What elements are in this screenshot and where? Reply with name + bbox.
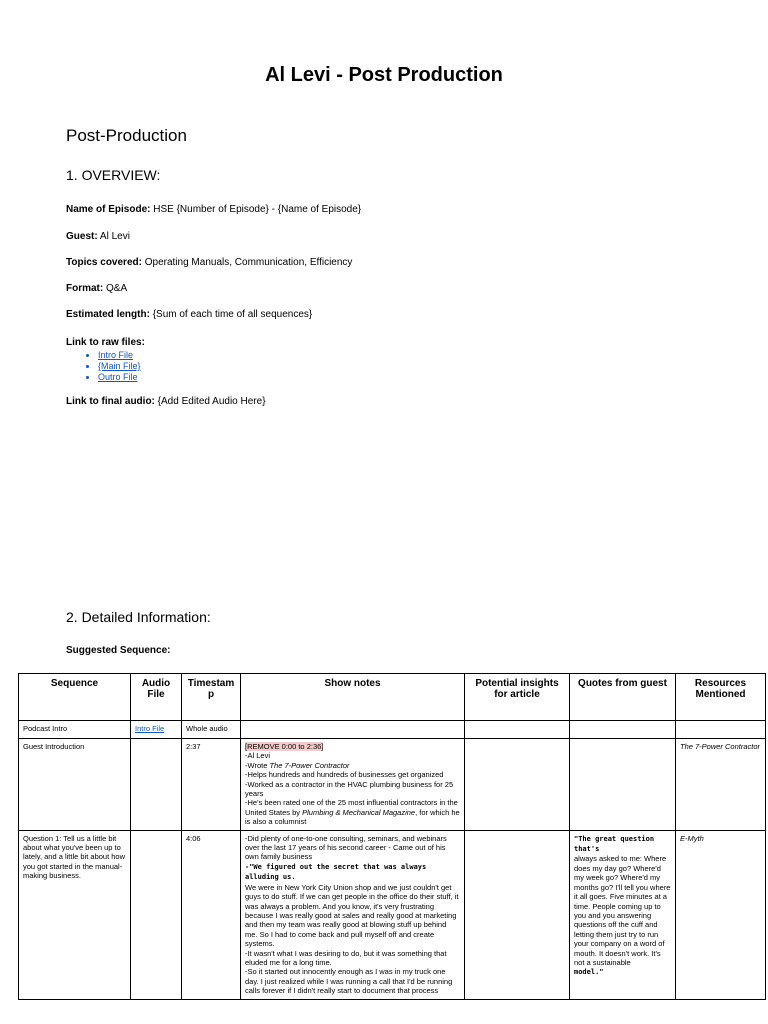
list-item — [98, 361, 141, 372]
resources-cell — [676, 721, 766, 739]
topics-label: Topics covered: — [66, 257, 142, 268]
table-row — [19, 830, 766, 999]
audio-cell — [131, 739, 182, 831]
raw-files-label: Link to raw files: — [66, 337, 145, 348]
episode-field — [66, 204, 361, 215]
col-header-sequence: Sequence — [19, 674, 131, 721]
final-audio-label: Link to final audio: — [66, 396, 155, 407]
intro-file-link[interactable]: Intro File — [98, 350, 134, 360]
episode-value: HSE {Number of Episode} - {Name of Episode} — [153, 204, 362, 215]
quotes-cell — [570, 721, 676, 739]
suggested-sequence-label: Suggested Sequence: — [66, 645, 171, 656]
audio-cell — [131, 830, 182, 999]
quote-line: always asked to me: Where does my day go? Where'd my week go? Where'd my months go? I'll tell you where it all goes. Five minutes at a time. People coming up to you and you answering questions off the cuff and letting them just try to run your company on a word of mouth. It doesn't work. It's not a sustainable — [574, 854, 671, 967]
document-title: Al Levi - Post Production — [265, 64, 503, 86]
timestamp-cell: Whole audio — [182, 721, 241, 739]
guest-field — [66, 231, 130, 242]
resources-cell: The 7-Power Contractor — [676, 739, 766, 831]
episode-label: Name of Episode: — [66, 204, 151, 215]
note-book-title: The 7-Power Contractor — [269, 760, 350, 770]
quotes-cell — [570, 830, 676, 999]
note-quote: -"We figured out the secret that was always alluding us. — [245, 862, 427, 882]
section-heading: Post-Production — [66, 126, 187, 145]
col-header-quotes: Quotes from guest — [570, 674, 676, 721]
note-line: We were in New York City Union shop and we just couldn't get guys to do stuff. If we can get people in the office do their stuff, it was always a problem. And you know, it's very frustrating because I was really good at sales and really good at marketing and then my team was really good at blowing stuff up behind me. So I had to come back and pull myself off and create systems. — [245, 882, 459, 949]
col-header-audio-file: Audio File — [131, 674, 182, 721]
remove-highlight: [REMOVE 0:00 to 2:36] — [245, 742, 324, 751]
list-item — [98, 350, 141, 361]
note-line: -He's been rated one of the 25 most influential contractors in the United States by — [245, 798, 458, 817]
format-field — [66, 283, 127, 294]
note-line: -Worked as a contractor in the HVAC plumbing business for 25 years — [245, 779, 454, 799]
note-line: -Al Levi — [245, 751, 271, 761]
insights-cell — [465, 830, 570, 999]
notes-cell — [241, 739, 465, 831]
table-row — [19, 721, 766, 739]
topics-value: Operating Manuals, Communication, Efficiency — [144, 257, 353, 268]
timestamp-cell: 2:37 — [182, 739, 241, 831]
note-line: -Wrote — [245, 760, 270, 770]
col-header-resources: Resources Mentioned — [676, 674, 766, 721]
length-label: Estimated length: — [66, 309, 150, 320]
col-header-insights: Potential insights for article — [465, 674, 570, 721]
sequence-cell: Question 1: Tell us a little bit about what you've been up to lately, and a little bit about how you got started in the manual-making business. — [19, 830, 131, 999]
resources-cell: E-Myth — [676, 830, 766, 999]
raw-files-list — [80, 350, 141, 383]
quote-line: model." — [574, 968, 604, 977]
note-line: -So it started out innocently enough as I was in my truck one day. I just realized while I was running a call that I'd be running calls forever if I didn't really start to document that process — [245, 967, 453, 996]
insights-cell — [465, 721, 570, 739]
raw-files-field — [66, 337, 145, 348]
final-audio-field — [66, 396, 266, 407]
guest-value: Al Levi — [99, 231, 130, 242]
notes-cell — [241, 721, 465, 739]
note-line: -Did plenty of one-to-one consulting, seminars, and webinars over the last 17 years of his second career - Came out of his own family business — [245, 833, 447, 862]
timestamp-cell: 4:06 — [182, 830, 241, 999]
intro-file-link[interactable]: Intro File — [135, 724, 165, 733]
length-field — [66, 309, 312, 320]
overview-heading: 1. OVERVIEW: — [66, 167, 161, 183]
table-row — [19, 739, 766, 831]
table-header-row — [19, 674, 766, 721]
main-file-link[interactable]: {Main File} — [98, 361, 141, 371]
audio-cell — [131, 721, 182, 739]
topics-field — [66, 257, 352, 268]
format-label: Format: — [66, 283, 104, 294]
note-line: -Helps hundreds and hundreds of businesses get organized — [245, 770, 444, 780]
note-line: -It wasn't what I was desiring to do, but it was something that eluded me for a long time. — [245, 948, 447, 967]
outro-file-link[interactable]: Outro File — [98, 372, 138, 382]
guest-label: Guest: — [66, 231, 98, 242]
col-header-timestamp: Timestam p — [182, 674, 241, 721]
insights-cell — [465, 739, 570, 831]
list-item — [98, 372, 141, 383]
length-value: {Sum of each time of all sequences} — [152, 309, 313, 320]
quote-line: "The great question that's — [574, 834, 655, 854]
note-line: , for which he is also a columnist — [245, 807, 460, 827]
format-value: Q&A — [106, 283, 128, 294]
sequence-cell: Podcast Intro — [19, 721, 131, 739]
note-magazine-title: Plumbing & Mechanical Magazine — [302, 807, 416, 817]
sequence-table — [18, 673, 766, 1000]
col-header-show-notes: Show notes — [241, 674, 465, 721]
final-audio-value: {Add Edited Audio Here} — [157, 396, 266, 407]
notes-cell — [241, 830, 465, 999]
quotes-cell — [570, 739, 676, 831]
detail-heading: 2. Detailed Information: — [66, 609, 211, 625]
sequence-cell: Guest Introduction — [19, 739, 131, 831]
